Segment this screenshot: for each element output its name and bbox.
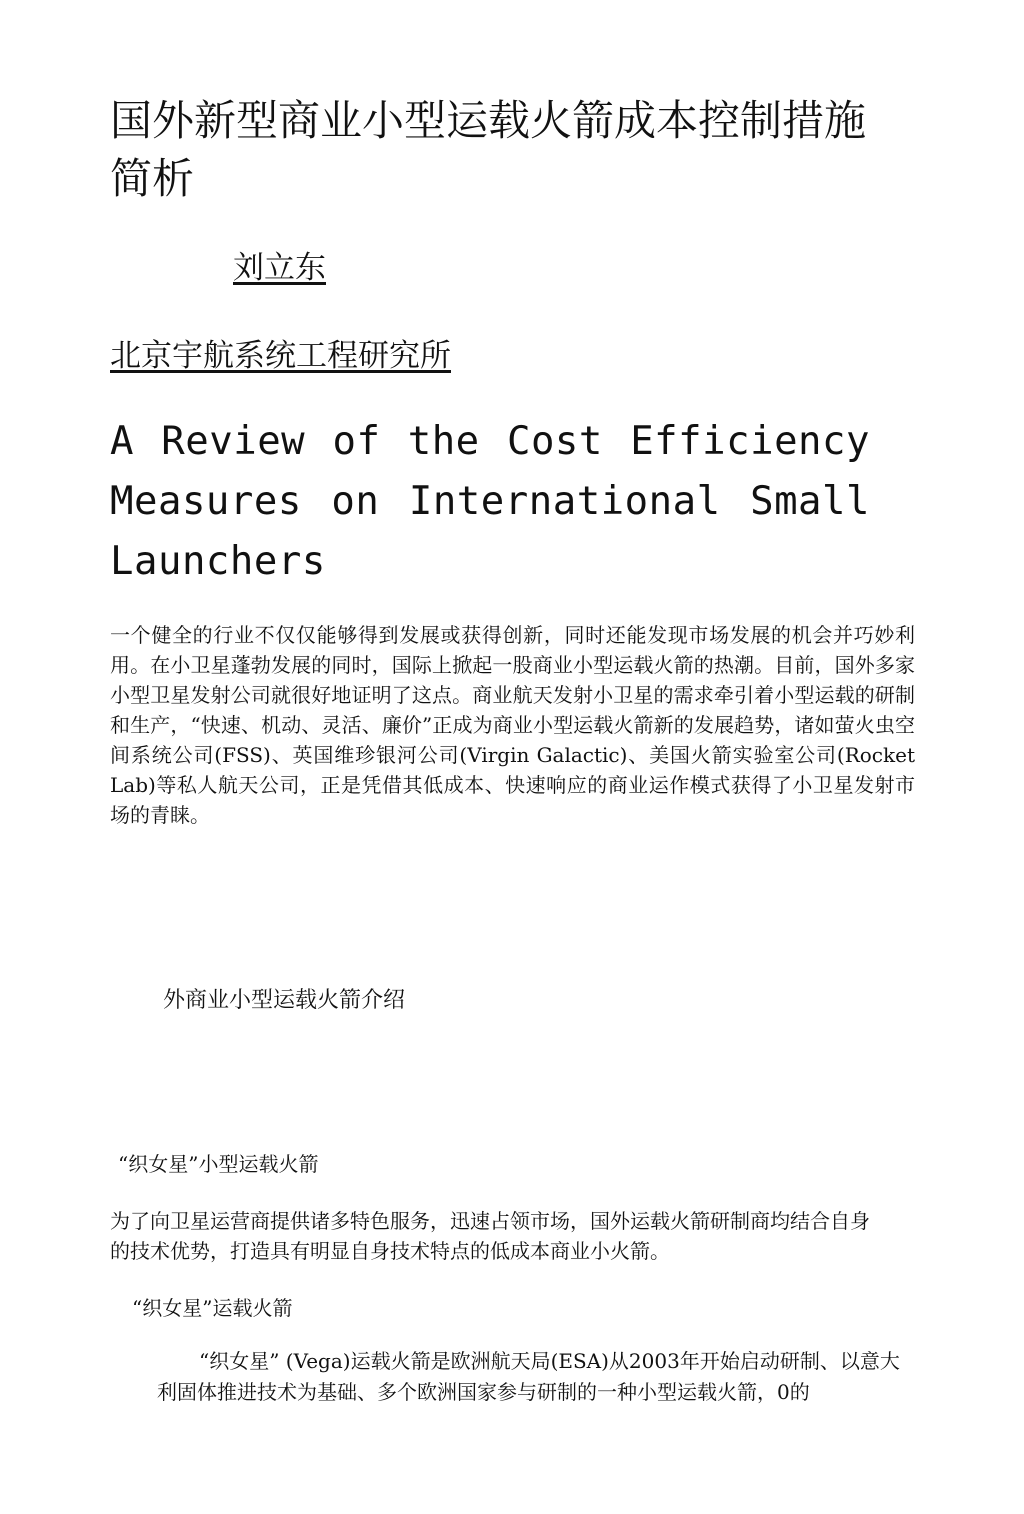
author-name: 刘立东	[233, 250, 326, 286]
subsubsection-heading: “织女星”运载火箭	[132, 1296, 293, 1320]
abstract-paragraph: 一个健全的行业不仅仅能够得到发展或获得创新，同时还能发现市场发展的机会并巧妙利用。在小卫星蓬勃发展的同时，国际上掀起一股商业小型运载火箭的热潮。目前，国外多家小型卫星发射公司就很好地证明了这点。商业航天发射小卫星的需求牵引着小型运载的研制和生产，“快速、机动、灵活、廉价”正成为商业小型运载火箭新的发展趋势，诸如萤火虫空间系统公司(FSS)、英国维珍银河公司(Virgin Galactic)、美国火箭实验室公司(Rocket Lab)等私人航天公司，正是凭借其低成本、快速响应的商业运作模式获得了小卫星发射市场的青睐。	[110, 623, 915, 827]
subsection-heading: “织女星”小型运载火箭	[118, 1152, 319, 1176]
body-paragraph-1: 为了向卫星运营商提供诸多特色服务，迅速占领市场，国外运载火箭研制商均结合自身的技术优势，打造具有明显自身技术特点的低成本商业小火箭。	[110, 1209, 870, 1263]
section-heading: 外商业小型运载火箭介绍	[163, 988, 406, 1013]
author-affiliation: 北京宇航系统工程研究所	[110, 338, 451, 374]
english-title: A Review of the Cost Efficiency Measures on International Small Launchers	[110, 419, 870, 584]
body-paragraph-2: “织女星” (Vega)运载火箭是欧洲航天局(ESA)从2003年开始启动研制、以意大利固体推进技术为基础、多个欧洲国家参与研制的一种小型运载火箭，0的	[157, 1349, 900, 1404]
chinese-title: 国外新型商业小型运载火箭成本控制措施简析	[110, 96, 867, 203]
